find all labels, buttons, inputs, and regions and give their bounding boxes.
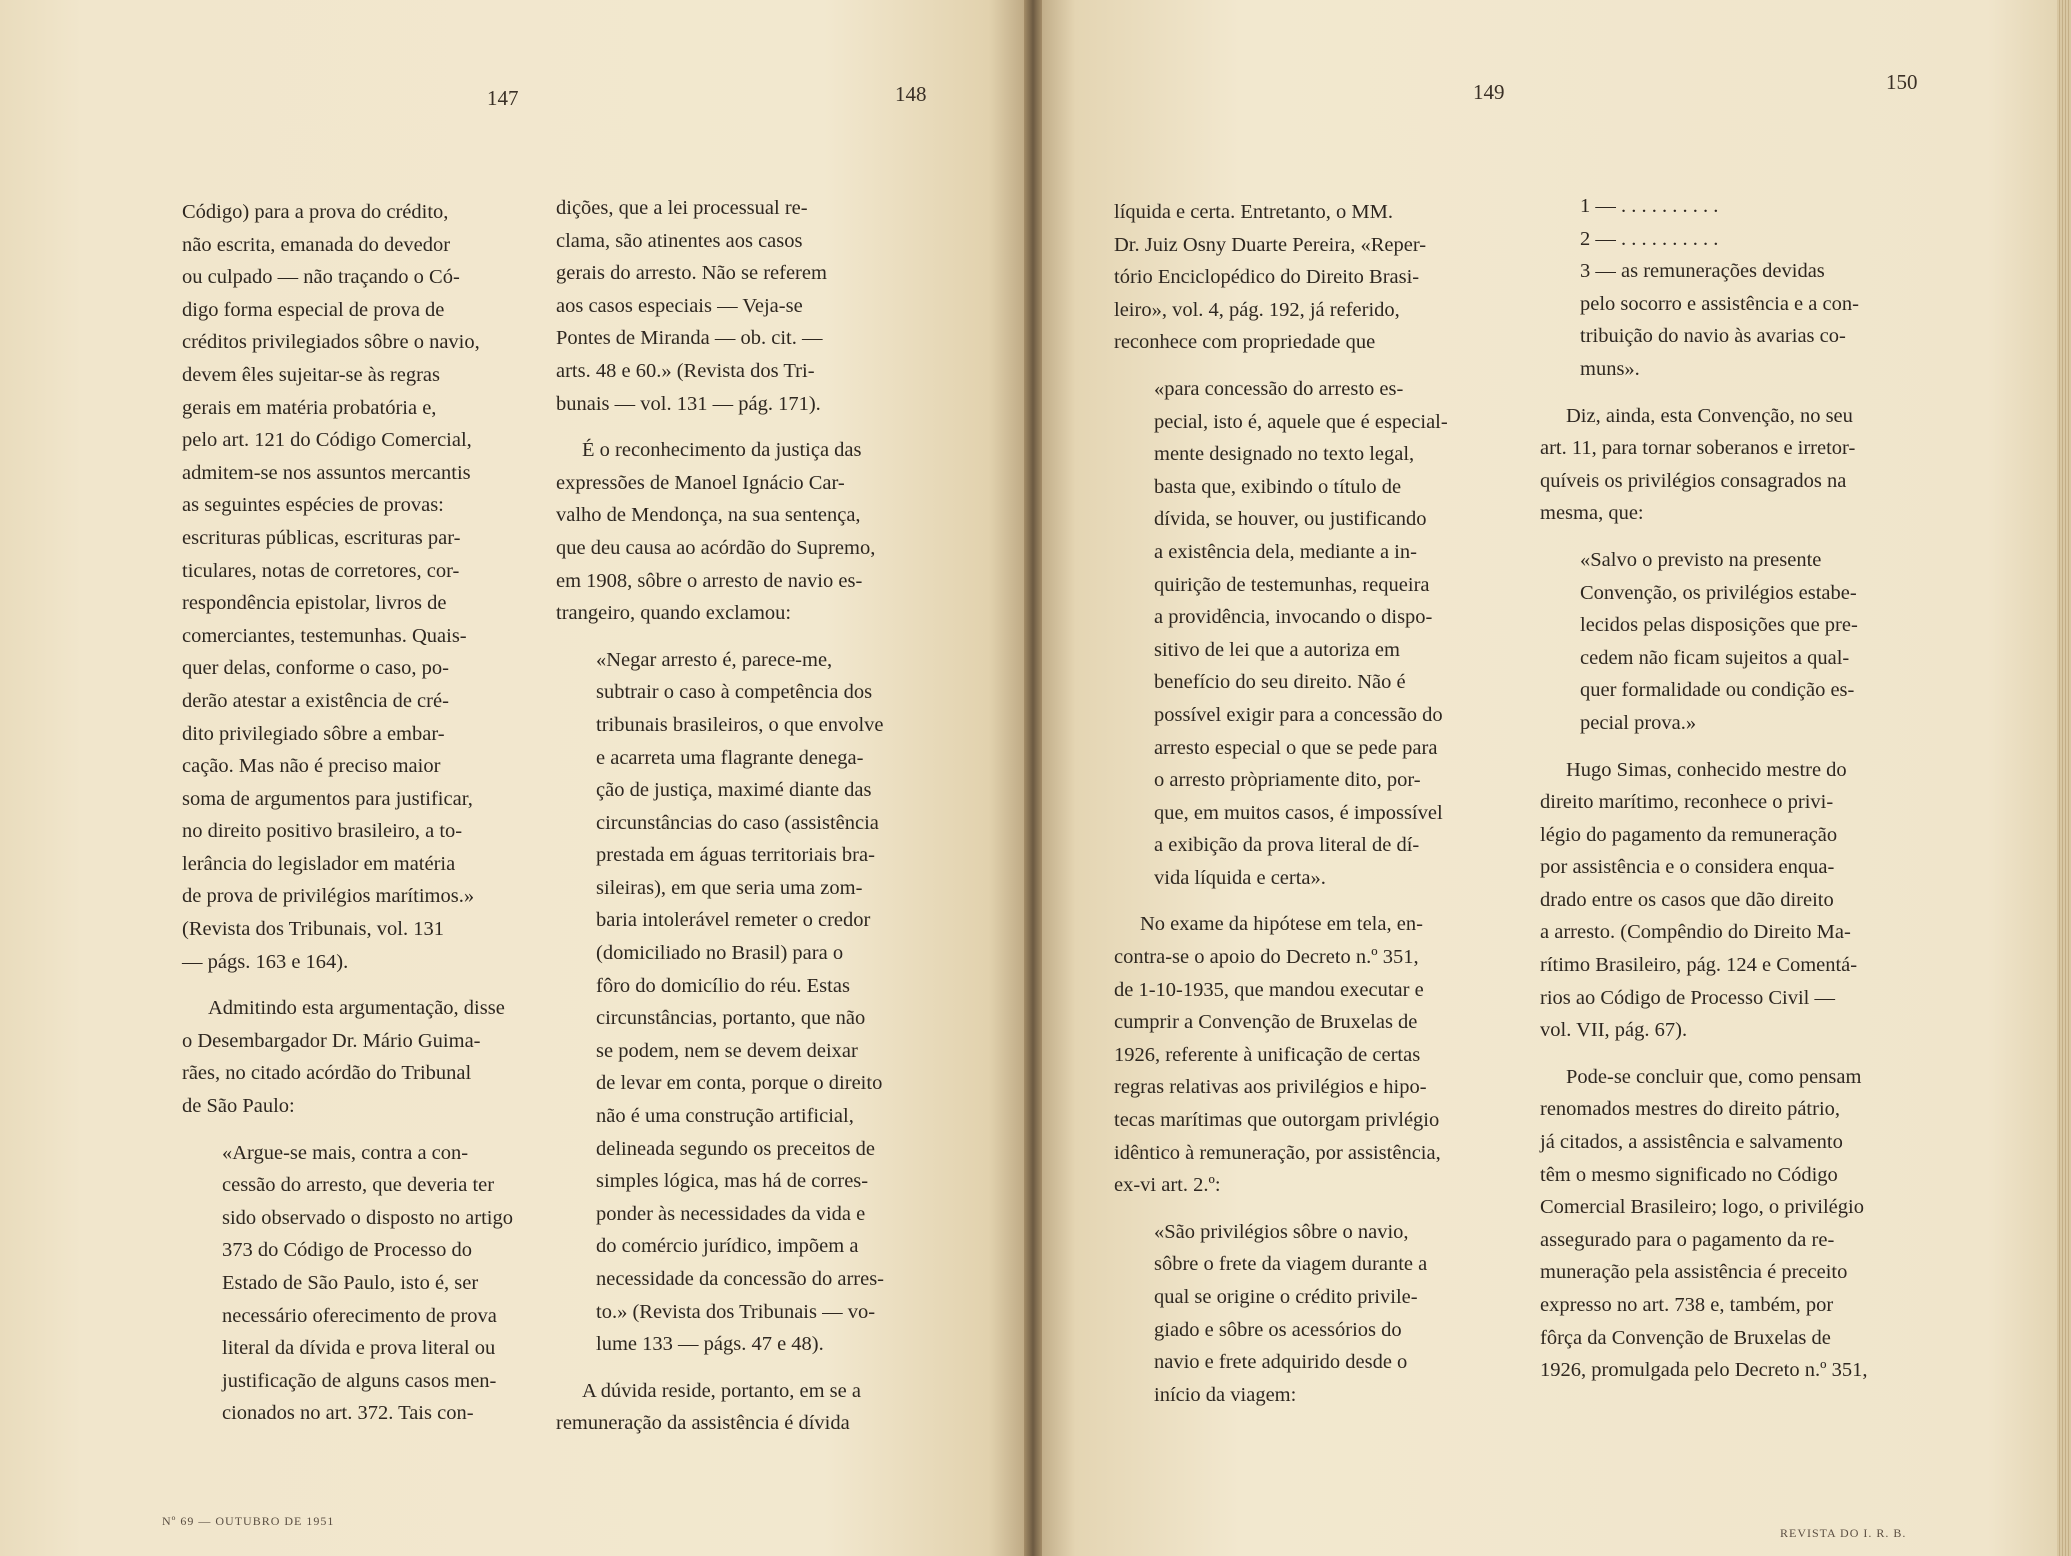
text-line: ticulares, notas de corretores, cor-: [182, 559, 460, 582]
text-line: «para concessão do arresto es-: [1154, 377, 1404, 400]
text-line: possível exigir para a concessão do: [1154, 703, 1443, 726]
text-line: quer formalidade ou condição es-: [1580, 679, 1855, 702]
text-line: simples lógica, mas há de corres-: [596, 1170, 869, 1193]
text-line: Diz, ainda, esta Convenção, no seu: [1566, 404, 1853, 427]
text-line: pelo art. 121 do Código Comercial,: [182, 429, 472, 452]
text-line: leiro», vol. 4, pág. 192, já referido,: [1114, 298, 1400, 321]
text-line: arresto especial o que se pede para: [1154, 736, 1438, 759]
text-line: art. 11, para tornar soberanos e irretor-: [1540, 437, 1856, 460]
text-line: reconhece com propriedade que: [1114, 331, 1376, 354]
text-line: valho de Mendonça, na sua sentença,: [556, 504, 861, 527]
text-line: regras relativas aos privilégios e hipo-: [1114, 1076, 1427, 1099]
text-line: sitivo de lei que a autoriza em: [1154, 638, 1400, 661]
text-line: rios ao Código de Processo Civil —: [1540, 986, 1835, 1009]
text-line: derão atestar a existência de cré-: [182, 689, 449, 712]
text-line: tribuição do navio às avarias co-: [1580, 325, 1846, 348]
text-line: lecidos pelas disposições que pre-: [1580, 614, 1858, 637]
text-line: soma de argumentos para justificar,: [182, 787, 473, 810]
text-line: «Salvo o previsto na presente: [1580, 548, 1822, 571]
text-line: subtrair o caso à competência dos: [596, 681, 873, 704]
text-line: devem êles sujeitar-se às regras: [182, 363, 441, 386]
text-line: não é uma construção artificial,: [596, 1105, 854, 1128]
text-line: Hugo Simas, conhecido mestre do: [1566, 758, 1847, 781]
text-line: drado entre os casos que dão direito: [1540, 888, 1834, 911]
text-line: A dúvida reside, portanto, em se a: [582, 1379, 861, 1402]
text-line: cionados no art. 372. Tais con-: [222, 1402, 474, 1425]
text-line: literal da dívida e prova literal ou: [222, 1337, 496, 1360]
text-line: mesma, que:: [1540, 502, 1644, 525]
text-line: líquida e certa. Entretanto, o MM.: [1114, 201, 1393, 223]
text-line: cessão do arresto, que deveria ter: [222, 1174, 495, 1197]
text-line: aos casos especiais — Veja-se: [556, 294, 803, 317]
text-line: expressões de Manoel Ignácio Car-: [556, 471, 845, 494]
text-line: que, em muitos casos, é impossível: [1154, 801, 1443, 824]
text-line: a exibição da prova literal de dí-: [1154, 834, 1420, 857]
text-line: créditos privilegiados sôbre o navio,: [182, 331, 480, 354]
text-line: delineada segundo os preceitos de: [596, 1137, 875, 1160]
text-line: bunais — vol. 131 — pág. 171).: [556, 392, 821, 415]
text-line: digo forma especial de prova de: [182, 298, 445, 321]
text-line: vol. VII, pág. 67).: [1540, 1019, 1688, 1042]
text-line: rães, no citado acórdão do Tribunal: [182, 1062, 472, 1085]
text-line: (Revista dos Tribunais, vol. 131: [182, 918, 444, 941]
text-line: pelo socorro e assistência e a con-: [1580, 292, 1859, 315]
text-line: necessário oferecimento de prova: [222, 1304, 497, 1327]
text-line: arts. 48 e 60.» (Revista dos Tri-: [556, 359, 815, 382]
text-line: É o reconhecimento da justiça das: [582, 439, 862, 462]
text-line: a arresto. (Compêndio do Direito Ma-: [1540, 921, 1851, 944]
text-line: remuneração da assistência é dívida: [556, 1412, 850, 1435]
text-line: tecas marítimas que outorgam privlégio: [1114, 1109, 1440, 1132]
text-line: giado e sôbre os acessórios do: [1154, 1318, 1402, 1341]
text-line: 3 — as remunerações devidas: [1580, 260, 1825, 283]
text-line: quer delas, conforme o caso, po-: [182, 657, 449, 680]
text-line: quirição de testemunhas, requeira: [1154, 573, 1430, 596]
text-line: ou culpado — não traçando o Có-: [182, 266, 460, 289]
text-line: mente designado no texto legal,: [1154, 443, 1415, 466]
text-line: Dr. Juiz Osny Duarte Pereira, «Reper-: [1114, 233, 1427, 256]
text-line: sileiras), em que seria uma zom-: [596, 876, 863, 899]
text-line: navio e frete adquirido desde o: [1154, 1351, 1408, 1374]
text-line: lerância do legislador em matéria: [182, 852, 456, 875]
text-line: a existência dela, mediante a in-: [1154, 540, 1417, 563]
text-line: já citados, a assistência e salvamento: [1540, 1131, 1843, 1154]
text-line: a providência, invocando o dispo-: [1154, 606, 1433, 629]
text-line: cação. Mas não é preciso maior: [182, 755, 441, 778]
text-line: respondência epistolar, livros de: [182, 592, 447, 615]
text-line: o Desembargador Dr. Mário Guima-: [182, 1029, 481, 1052]
text-line: baria intolerável remeter o credor: [596, 909, 871, 932]
text-line: pecial prova.»: [1580, 711, 1697, 734]
text-line: sido observado o disposto no artigo: [222, 1206, 513, 1229]
text-line: benefício do seu direito. Não é: [1154, 671, 1406, 694]
text-line: de levar em conta, porque o direito: [596, 1072, 883, 1095]
text-line: cedem não ficam sujeitos a qual-: [1580, 646, 1850, 669]
text-column-149: [1114, 196, 1512, 1411]
page-number-147: 147: [487, 86, 519, 110]
text-line: lume 133 — págs. 47 e 48).: [596, 1333, 824, 1356]
text-line: Convenção, os privilégios estabe-: [1580, 581, 1857, 604]
text-line: fôrça da Convenção de Bruxelas de: [1540, 1326, 1831, 1349]
text-line: cumprir a Convenção de Bruxelas de: [1114, 1011, 1418, 1034]
text-line: No exame da hipótese em tela, en-: [1140, 913, 1423, 936]
text-line: prestada em águas territoriais bra-: [596, 844, 875, 867]
text-line: e acarreta uma flagrante denega-: [596, 746, 864, 769]
text-line: do comércio jurídico, impõem a: [596, 1235, 859, 1258]
text-line: admitem-se nos assuntos mercantis: [182, 461, 471, 484]
text-line: Pontes de Miranda — ob. cit. —: [556, 327, 823, 350]
text-line: «Negar arresto é, parece-me,: [596, 648, 833, 671]
text-line: «São privilégios sôbre o navio,: [1154, 1220, 1409, 1243]
text-line: tribunais brasileiros, o que envolve: [596, 713, 884, 736]
text-line: justificação de alguns casos men-: [222, 1369, 497, 1392]
text-line: 2 — . . . . . . . . . .: [1580, 227, 1719, 250]
text-line: ponder às necessidades da vida e: [596, 1202, 866, 1225]
text-line: ex-vi art. 2.º:: [1114, 1174, 1221, 1197]
text-line: em 1908, sôbre o arresto de navio es-: [556, 569, 863, 592]
text-line: não escrita, emanada do devedor: [182, 233, 451, 256]
footer-issue: Nº 69 — OUTUBRO DE 1951: [162, 1514, 335, 1528]
text-line: Estado de São Paulo, isto é, ser: [222, 1272, 479, 1294]
text-line: clama, são atinentes aos casos: [556, 229, 803, 252]
text-line: escrituras públicas, escrituras par-: [182, 526, 461, 549]
book-gutter: [1024, 0, 1042, 1556]
text-line: gerais do arresto. Não se referem: [556, 262, 827, 285]
text-line: pecial, isto é, aquele que é especial-: [1154, 410, 1448, 433]
text-line: rítimo Brasileiro, pág. 124 e Comentá-: [1540, 954, 1858, 977]
text-line: Código) para a prova do crédito,: [182, 201, 449, 223]
text-line: 373 do Código de Processo do: [222, 1239, 472, 1262]
text-line: 1926, referente à unificação de certas: [1114, 1043, 1421, 1066]
text-line: dições, que a lei processual re-: [556, 197, 808, 219]
page-number-150: 150: [1886, 70, 1918, 94]
text-line: ção de justiça, maximé diante das: [596, 779, 872, 802]
text-line: — págs. 163 e 164).: [182, 950, 349, 973]
text-line: renomados mestres do direito pátrio,: [1540, 1098, 1841, 1121]
text-line: de 1-10-1935, que mandou executar e: [1114, 978, 1424, 1001]
text-line: por assistência e o considera enqua-: [1540, 856, 1835, 879]
text-line: comerciantes, testemunhas. Quais-: [182, 624, 467, 647]
text-line: o arresto pròpriamente dito, por-: [1154, 769, 1421, 792]
page-number-148: 148: [895, 82, 927, 106]
text-line: Admitindo esta argumentação, disse: [208, 997, 505, 1020]
text-line: gerais em matéria probatória e,: [182, 396, 437, 419]
text-line: légio do pagamento da remuneração: [1540, 823, 1838, 846]
text-line: muneração pela assistência é preceito: [1540, 1261, 1848, 1284]
text-line: de prova de privilégios marítimos.»: [182, 885, 475, 908]
text-line: direito marítimo, reconhece o privi-: [1540, 791, 1834, 814]
text-column-147: [182, 196, 526, 1430]
text-line: basta que, exibindo o título de: [1154, 475, 1402, 498]
text-line: assegurado para o pagamento da re-: [1540, 1228, 1835, 1251]
text-line: circunstâncias do caso (assistência: [596, 811, 879, 834]
text-line: to.» (Revista dos Tribunais — vo-: [596, 1300, 876, 1323]
text-line: tório Enciclopédico do Direito Brasi-: [1114, 266, 1420, 289]
text-line: quíveis os privilégios consagrados na: [1540, 469, 1847, 492]
text-line: idêntico à remuneração, por assistência,: [1114, 1141, 1441, 1164]
text-column-148: [556, 192, 950, 1440]
text-line: (domiciliado no Brasil) para o: [596, 942, 844, 965]
text-line: as seguintes espécies de provas:: [182, 494, 444, 517]
text-line: no direito positivo brasileiro, a to-: [182, 820, 463, 843]
text-line: que deu causa ao acórdão do Supremo,: [556, 536, 876, 559]
text-line: dívida, se houver, ou justificando: [1154, 508, 1427, 531]
text-line: 1 — . . . . . . . . . .: [1580, 195, 1719, 217]
text-line: trangeiro, quando exclamou:: [556, 602, 792, 625]
page-number-149: 149: [1473, 80, 1505, 104]
text-line: de São Paulo:: [182, 1095, 295, 1118]
page-edge: [2057, 0, 2071, 1556]
text-line: «Argue-se mais, contra a con-: [222, 1141, 469, 1164]
text-line: Comercial Brasileiro; logo, o privilégio: [1540, 1196, 1864, 1219]
text-line: muns».: [1580, 357, 1640, 380]
text-line: contra-se o apoio do Decreto n.º 351,: [1114, 946, 1419, 969]
text-line: dito privilegiado sôbre a embar-: [182, 722, 445, 745]
text-line: 1926, promulgada pelo Decreto n.º 351,: [1540, 1359, 1868, 1382]
footer-journal: REVISTA DO I. R. B.: [1780, 1526, 1907, 1540]
text-line: têm o mesmo significado no Código: [1540, 1163, 1838, 1186]
text-line: fôro do domicílio do réu. Estas: [596, 974, 850, 997]
text-line: vida líquida e certa».: [1154, 866, 1326, 889]
text-line: início da viagem:: [1154, 1383, 1297, 1406]
text-line: expresso no art. 738 e, também, por: [1540, 1294, 1834, 1316]
text-column-150: [1540, 190, 1936, 1387]
text-line: se podem, nem se devem deixar: [596, 1039, 858, 1062]
text-line: qual se origine o crédito privile-: [1154, 1286, 1418, 1308]
text-line: sôbre o frete da viagem durante a: [1154, 1253, 1428, 1276]
text-line: Pode-se concluir que, como pensam: [1566, 1065, 1862, 1088]
text-line: circunstâncias, portanto, que não: [596, 1007, 866, 1030]
text-line: necessidade da concessão do arres-: [596, 1268, 885, 1290]
